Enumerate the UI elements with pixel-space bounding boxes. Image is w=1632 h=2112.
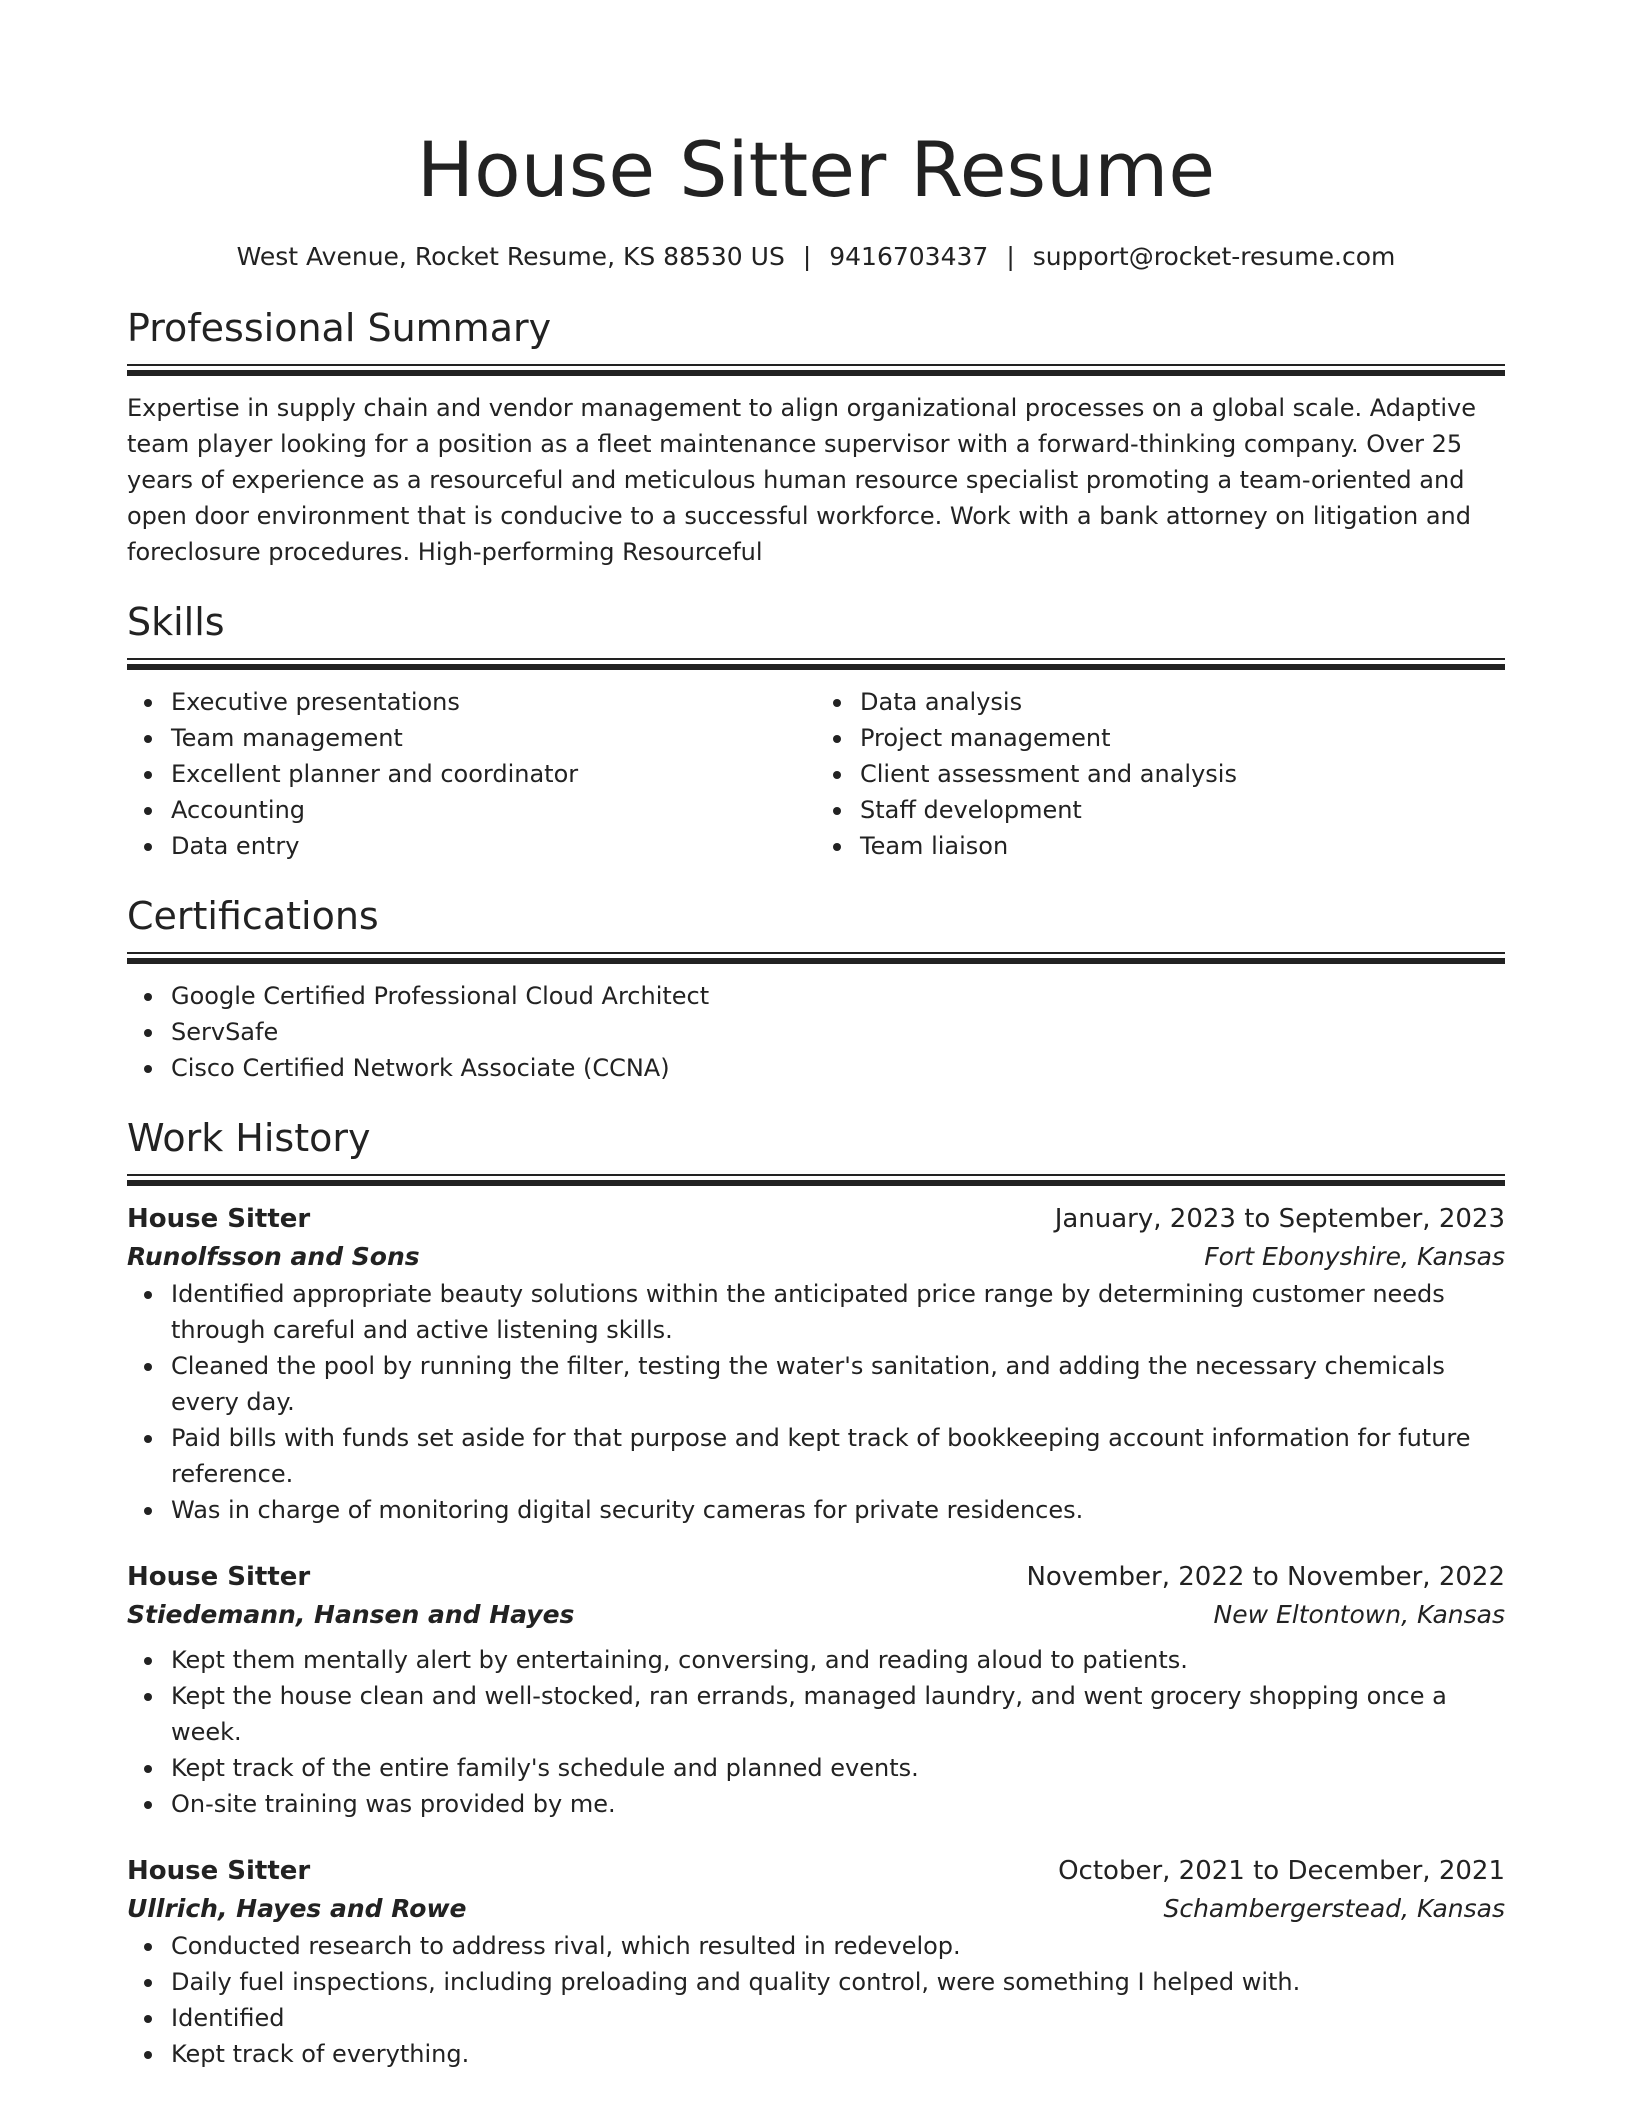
job-header	[127, 1200, 1505, 1238]
job-header	[127, 1852, 1505, 1890]
job-bullets	[127, 1642, 1505, 1822]
contact-email: support@rocket-resume.com	[1032, 242, 1396, 271]
job-entry	[127, 1558, 1505, 1822]
job-entry	[127, 1852, 1505, 2072]
job-dates: November, 2022 to November, 2022	[1026, 1562, 1505, 1592]
contact-address: West Avenue, Rocket Resume, KS 88530 US	[236, 242, 785, 271]
job-title: House Sitter	[127, 1856, 311, 1886]
skill-item: Accounting	[171, 792, 816, 828]
job-bullet: Conducted research to address rival, which resulted in redevelop.	[171, 1928, 1505, 1964]
job-bullets	[127, 1928, 1505, 2072]
skill-item: Team management	[171, 720, 816, 756]
job-bullet: Kept track of everything.	[171, 2036, 1505, 2072]
summary-section	[127, 304, 1505, 570]
skill-item: Client assessment and analysis	[860, 756, 1505, 792]
skills-list-left	[127, 684, 816, 864]
job-location: Fort Ebonyshire, Kansas	[1204, 1242, 1505, 1271]
job-dates: January, 2023 to September, 2023	[1054, 1204, 1505, 1234]
job-subheader	[127, 1596, 1505, 1634]
contact-separator: |	[1006, 242, 1015, 271]
section-divider	[127, 1174, 1505, 1186]
contact-phone: 9416703437	[829, 242, 989, 271]
skills-list-right	[816, 684, 1505, 864]
skill-item: Data analysis	[860, 684, 1505, 720]
job-bullet: Identified	[171, 2000, 1505, 2036]
skill-item: Staff development	[860, 792, 1505, 828]
section-heading-certifications: Certifications	[127, 894, 379, 938]
summary-text: Expertise in supply chain and vendor management to align organizational processes on a global scale. Adaptive team player looking for a position as a fleet maintenance supervisor with a forward-thinking company. Over 25 years of experience as a resourceful and meticulous human resource specialist promoting a team-oriented and open door environment that is conducive to a successful workforce. Work with a bank attorney on litigation and foreclosure procedures. High-performing Resourceful	[127, 394, 1476, 566]
resume-title: House Sitter Resume	[416, 125, 1216, 214]
section-heading-summary: Professional Summary	[127, 306, 552, 350]
job-company: Runolfsson and Sons	[127, 1242, 420, 1271]
section-heading-work-history: Work History	[127, 1116, 371, 1160]
job-location: Schambergerstead, Kansas	[1163, 1894, 1505, 1923]
job-title: House Sitter	[127, 1204, 311, 1234]
section-divider	[127, 952, 1505, 964]
skill-item: Data entry	[171, 828, 816, 864]
contact-separator: |	[802, 242, 812, 271]
job-bullet: Paid bills with funds set aside for that purpose and kept track of bookkeeping account information for future reference.	[171, 1420, 1505, 1492]
job-header	[127, 1558, 1505, 1596]
certification-item: ServSafe	[171, 1014, 1505, 1050]
job-bullet: Identified appropriate beauty solutions within the anticipated price range by determining customer needs through careful and active listening skills.	[171, 1276, 1505, 1348]
job-entry	[127, 1200, 1505, 1528]
job-bullet: Kept them mentally alert by entertaining, conversing, and reading aloud to patients.	[171, 1642, 1505, 1678]
job-company: Stiedemann, Hansen and Hayes	[127, 1600, 575, 1629]
certification-item: Google Certified Professional Cloud Architect	[171, 978, 1505, 1014]
work-history-section	[127, 1114, 1505, 2072]
job-bullet: Kept the house clean and well-stocked, ran errands, managed laundry, and went grocery shopping once a week.	[171, 1678, 1505, 1750]
job-bullet: Kept track of the entire family's schedule and planned events.	[171, 1750, 1505, 1786]
section-divider	[127, 364, 1505, 376]
section-divider	[127, 658, 1505, 670]
job-bullet: On-site training was provided by me.	[171, 1786, 1505, 1822]
job-subheader	[127, 1890, 1505, 1928]
skill-item: Project management	[860, 720, 1505, 756]
job-company: Ullrich, Hayes and Rowe	[127, 1894, 467, 1923]
job-bullet: Daily fuel inspections, including preloading and quality control, were something I helped with.	[171, 1964, 1505, 2000]
job-subheader	[127, 1238, 1505, 1276]
skills-section	[127, 598, 1505, 864]
job-location: New Eltontown, Kansas	[1213, 1600, 1505, 1629]
skill-item: Excellent planner and coordinator	[171, 756, 816, 792]
certifications-list	[127, 978, 1505, 1086]
job-bullets	[127, 1276, 1505, 1528]
job-title: House Sitter	[127, 1562, 311, 1592]
job-bullet: Was in charge of monitoring digital security cameras for private residences.	[171, 1492, 1505, 1528]
skill-item: Executive presentations	[171, 684, 816, 720]
job-bullet: Cleaned the pool by running the filter, testing the water's sanitation, and adding the necessary chemicals every day.	[171, 1348, 1505, 1420]
skill-item: Team liaison	[860, 828, 1505, 864]
job-dates: October, 2021 to December, 2021	[1058, 1856, 1505, 1886]
skills-grid	[127, 684, 1505, 864]
section-heading-skills: Skills	[127, 600, 225, 644]
certification-item: Cisco Certified Network Associate (CCNA)	[171, 1050, 1505, 1086]
contact-line	[127, 240, 1505, 274]
certifications-section	[127, 892, 1505, 1086]
